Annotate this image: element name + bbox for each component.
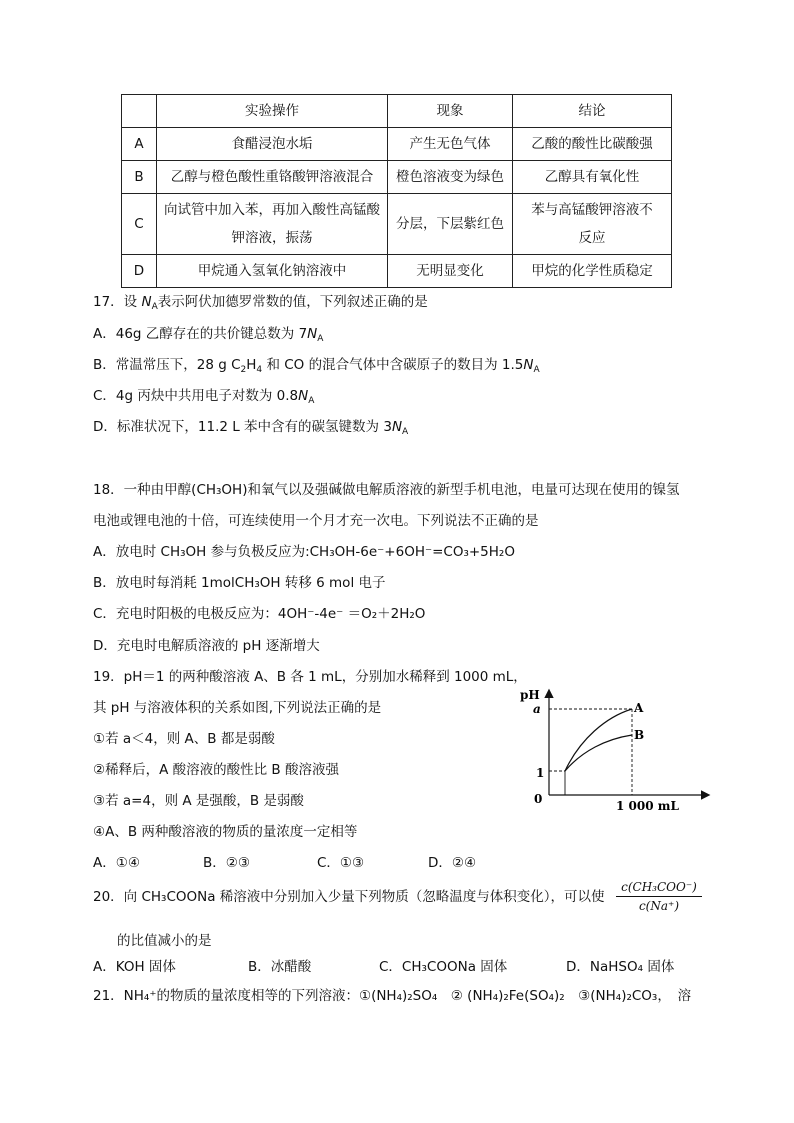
conclusion-cell: 乙醇具有氧化性 <box>513 161 672 194</box>
formula-part: H <box>246 357 257 373</box>
na-symbol: N <box>523 357 534 373</box>
series-label-b: B <box>634 728 645 742</box>
na-subscript: A <box>402 427 409 437</box>
series-label-a: A <box>634 701 644 715</box>
q17-stem <box>93 292 428 317</box>
x-tick-1000ml: 1 000 mL <box>616 799 679 813</box>
y-tick-a: a <box>533 702 541 716</box>
row-label: B <box>122 161 157 194</box>
ratio-numerator: c(CH₃COO⁻) <box>616 880 702 897</box>
q19-statement-4: ④A、B 两种酸溶液的物质的量浓度一定相等 <box>93 824 358 840</box>
table-header-row <box>122 95 672 128</box>
q17-stem-text: 表示阿伏加德罗常数的值，下列叙述正确的是 <box>157 294 428 310</box>
na-symbol: N <box>141 294 152 310</box>
q20-options <box>93 957 675 977</box>
y-axis-label: pH <box>520 688 540 702</box>
q19-option-d: D．②④ <box>428 855 477 871</box>
q20-option-c: C．CH₃COONa 固体 <box>379 959 508 975</box>
subscript: 2 <box>240 365 247 375</box>
table-header-cell <box>122 95 157 128</box>
na-subscript: A <box>317 334 324 344</box>
table-row <box>122 161 672 194</box>
operation-cell <box>157 194 388 255</box>
concentration-ratio <box>616 880 702 913</box>
row-label: D <box>122 255 157 288</box>
conclusion-line: 反应 <box>578 230 606 246</box>
q18-option-d: D．充电时电解质溶液的 pH 逐渐增大 <box>93 638 320 654</box>
q20-stem-line1: 20．向 CH₃COONa 稀溶液中分别加入少量下列物质（忽略温度与体积变化），可以使 <box>93 889 605 905</box>
table-header-cell: 实验操作 <box>157 95 388 128</box>
q18-option-a: A．放电时 CH₃OH 参与负极反应为:CH₃OH-6e⁻+6OH⁻=CO₃+5H₂O <box>93 544 515 560</box>
q19-option-b: B．②③ <box>203 855 250 871</box>
phenomenon-cell: 橙色溶液变为绿色 <box>388 161 513 194</box>
q18-option-b: B．放电时每消耗 1molCH₃OH 转移 6 mol 电子 <box>93 575 386 591</box>
q17-number: 17．设 <box>93 294 142 310</box>
q20-stem-line2: 的比值减小的是 <box>117 933 212 949</box>
table-header-cell: 结论 <box>513 95 672 128</box>
conclusion-cell <box>513 194 672 255</box>
ph-dilution-chart <box>516 683 716 813</box>
q20-option-d: D．NaHSO₄ 固体 <box>566 959 675 975</box>
q17-option-b-text-end: 和 CO 的混合气体中含碳原子的数目为 1.5 <box>262 357 524 373</box>
q17-option-c-text: C．4g 丙炔中共用电子对数为 0.8 <box>93 388 299 404</box>
q19-options <box>93 853 477 873</box>
q17-option-b <box>93 355 540 380</box>
q17-option-a-text: A．46g 乙醇存在的共价键总数为 7 <box>93 326 308 342</box>
y-tick-1: 1 <box>536 766 545 780</box>
q19-statement-3: ③若 a=4，则 A 是强酸，B 是弱酸 <box>93 793 304 809</box>
operation-line: 钾溶液，振荡 <box>231 230 313 246</box>
phenomenon-cell: 无明显变化 <box>388 255 513 288</box>
experiment-table <box>121 94 672 288</box>
q18-stem-line1: 18．一种由甲醇(CH₃OH)和氧气以及强碱做电解质溶液的新型手机电池，电量可达现在使用的镍氢 <box>93 482 680 498</box>
q17-option-b-text: B．常温常压下，28 g C <box>93 357 241 373</box>
q17-option-d <box>93 417 408 442</box>
curve-a <box>565 709 632 771</box>
operation-line: 向试管中加入苯，再加入酸性高锰酸 <box>164 202 380 218</box>
conclusion-cell: 乙酸的酸性比碳酸强 <box>513 128 672 161</box>
na-symbol: N <box>391 419 403 435</box>
subscript: 4 <box>256 365 263 375</box>
row-label: C <box>122 194 157 255</box>
table-row <box>122 255 672 288</box>
phenomenon-cell: 分层，下层紫红色 <box>388 194 513 255</box>
conclusion-cell: 甲烷的化学性质稳定 <box>513 255 672 288</box>
na-subscript: A <box>308 396 315 406</box>
operation-cell: 食醋浸泡水垢 <box>157 128 388 161</box>
na-symbol: N <box>307 326 318 342</box>
na-subscript: A <box>533 365 540 375</box>
q19-statement-1: ①若 a＜4，则 A、B 都是弱酸 <box>93 731 275 747</box>
q19-statement-2: ②稀释后，A 酸溶液的酸性比 B 酸溶液强 <box>93 762 339 778</box>
q18-option-c: C．充电时阳极的电极反应为：4OH⁻-4e⁻ ＝O₂＋2H₂O <box>93 606 426 622</box>
row-label: A <box>122 128 157 161</box>
q17-option-c <box>93 386 314 411</box>
table-header-cell: 现象 <box>388 95 513 128</box>
q19-stem-line1: 19．pH＝1 的两种酸溶液 A、B 各 1 mL，分别加水稀释到 1000 mL， <box>93 669 527 685</box>
na-symbol: N <box>298 388 309 404</box>
origin-label: 0 <box>534 792 543 806</box>
conclusion-line: 苯与高锰酸钾溶液不 <box>531 202 653 218</box>
ratio-denominator: c(Na⁺) <box>638 899 680 913</box>
na-subscript: A <box>151 302 158 312</box>
table-row <box>122 128 672 161</box>
q19-option-a: A．①④ <box>93 855 140 871</box>
phenomenon-cell: 产生无色气体 <box>388 128 513 161</box>
q20-option-b: B．冰醋酸 <box>248 959 312 975</box>
q20-option-a: A．KOH 固体 <box>93 959 176 975</box>
table-row <box>122 194 672 255</box>
q19-option-c: C．①③ <box>317 855 365 871</box>
q17-option-a <box>93 324 323 349</box>
q19-stem-line2: 其 pH 与溶液体积的关系如图,下列说法正确的是 <box>93 700 382 716</box>
q18-stem-line2: 电池或锂电池的十倍，可连续使用一个月才充一次电。下列说法不正确的是 <box>93 513 539 529</box>
q21-stem-line1: 21．NH₄⁺的物质的量浓度相等的下列溶液：①(NH₄)₂SO₄ ② (NH₄)₂Fe(SO₄)₂ ③(NH₄)₂CO₃， 溶 <box>93 988 692 1004</box>
q17-option-d-text: D．标准状况下，11.2 L 苯中含有的碳氢键数为 3 <box>93 419 392 435</box>
operation-cell: 乙醇与橙色酸性重铬酸钾溶液混合 <box>157 161 388 194</box>
operation-cell: 甲烷通入氢氧化钠溶液中 <box>157 255 388 288</box>
